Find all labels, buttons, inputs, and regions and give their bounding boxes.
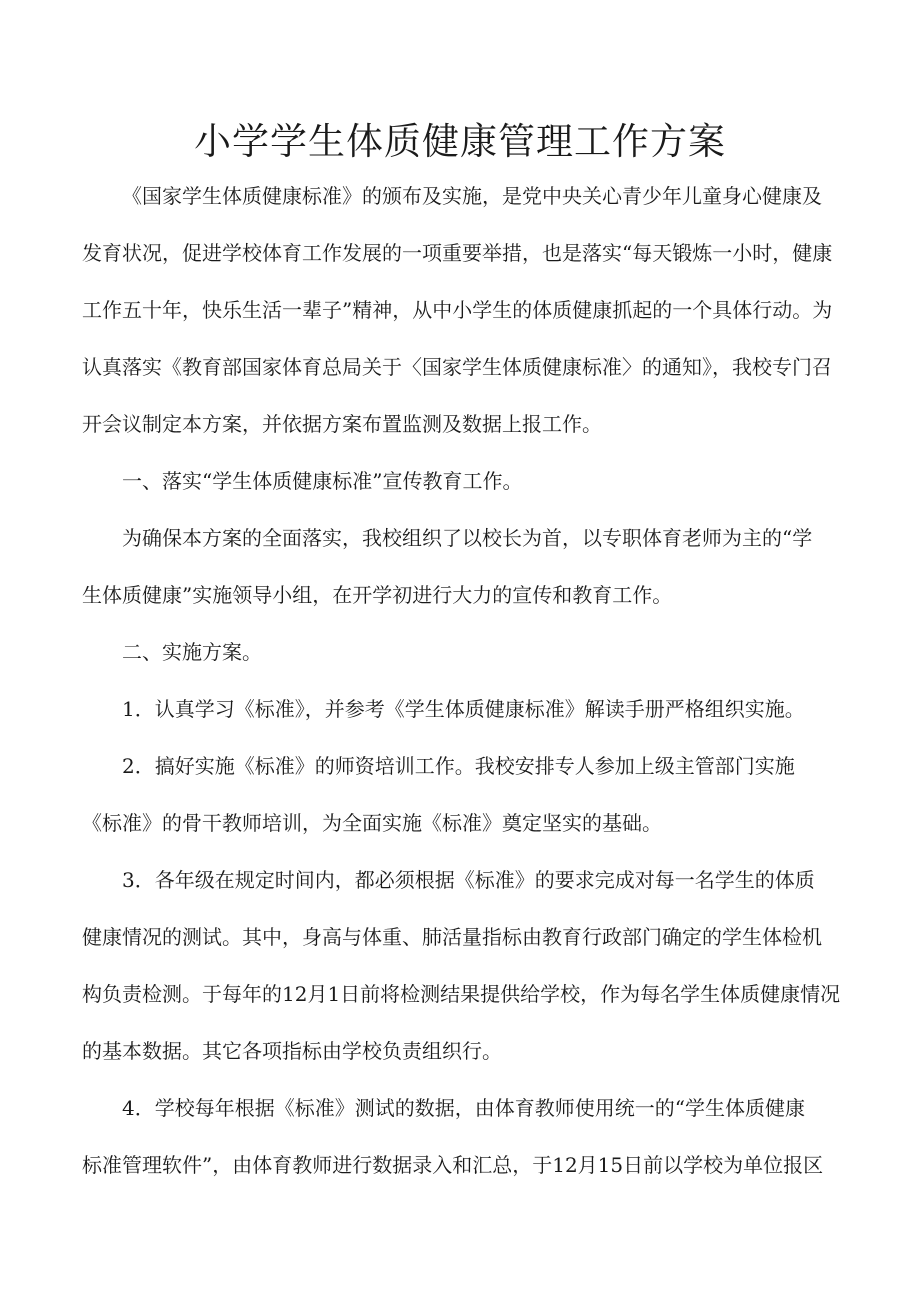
text-line: 健康情况的测试。其中，身高与体重、肺活量指标由教育行政部门确定的学生体检机	[82, 925, 822, 949]
list-item-4	[82, 1080, 838, 1194]
text-line: 认真落实《教育部国家体育总局关于〈国家学生体质健康标准〉的通知》，我校专门召	[82, 355, 832, 379]
document-title: 小学学生体质健康管理工作方案	[194, 120, 726, 163]
text-line: 工作五十年，快乐生活一辈子”精神，从中小学生的体质健康抓起的一个具体行动。为	[82, 298, 833, 322]
document-body	[82, 168, 841, 1194]
text-line: 二、实施方案。	[122, 640, 262, 664]
list-item-3	[82, 852, 841, 1080]
paragraph-section-1	[82, 510, 838, 624]
text-line: 生体质健康”实施领导小组，在开学初进行大力的宣传和教育工作。	[82, 583, 673, 607]
section-heading-2	[82, 624, 838, 681]
text-line: 2．搞好实施《标准》的师资培训工作。我校安排专人参加上级主管部门实施	[122, 754, 795, 778]
text-line: 3．各年级在规定时间内，都必须根据《标准》的要求完成对每一名学生的体质	[122, 868, 815, 892]
text-line: 1．认真学习《标准》，并参考《学生体质健康标准》解读手册严格组织实施。	[122, 697, 805, 721]
text-line: 构负责检测。于每年的12月1日前将检测结果提供给学校，作为每名学生体质健康情况	[82, 982, 841, 1006]
text-line: 为确保本方案的全面落实，我校组织了以校长为首，以专职体育老师为主的“学	[122, 526, 813, 550]
text-line: 标准管理软件”，由体育教师进行数据录入和汇总，于12月15日前以学校为单位报区	[82, 1153, 824, 1177]
text-line: 发育状况，促进学校体育工作发展的一项重要举措，也是落实“每天锻炼一小时，健康	[82, 241, 833, 265]
text-line: 一、落实“学生体质健康标准”宣传教育工作。	[122, 469, 523, 493]
paragraph-intro	[82, 168, 838, 453]
text-line: 《标准》的骨干教师培训，为全面实施《标准》奠定坚实的基础。	[82, 811, 662, 835]
text-line: 《国家学生体质健康标准》的颁布及实施，是党中央关心青少年儿童身心健康及	[122, 184, 822, 208]
section-heading-1	[82, 453, 838, 510]
text-line: 的基本数据。其它各项指标由学校负责组织行。	[82, 1039, 502, 1063]
list-item-2	[82, 738, 838, 852]
text-line: 开会议制定本方案，并依据方案布置监测及数据上报工作。	[82, 412, 602, 436]
list-item-1	[82, 681, 838, 738]
text-line: 4．学校每年根据《标准》测试的数据，由体育教师使用统一的“学生体质健康	[122, 1096, 805, 1120]
